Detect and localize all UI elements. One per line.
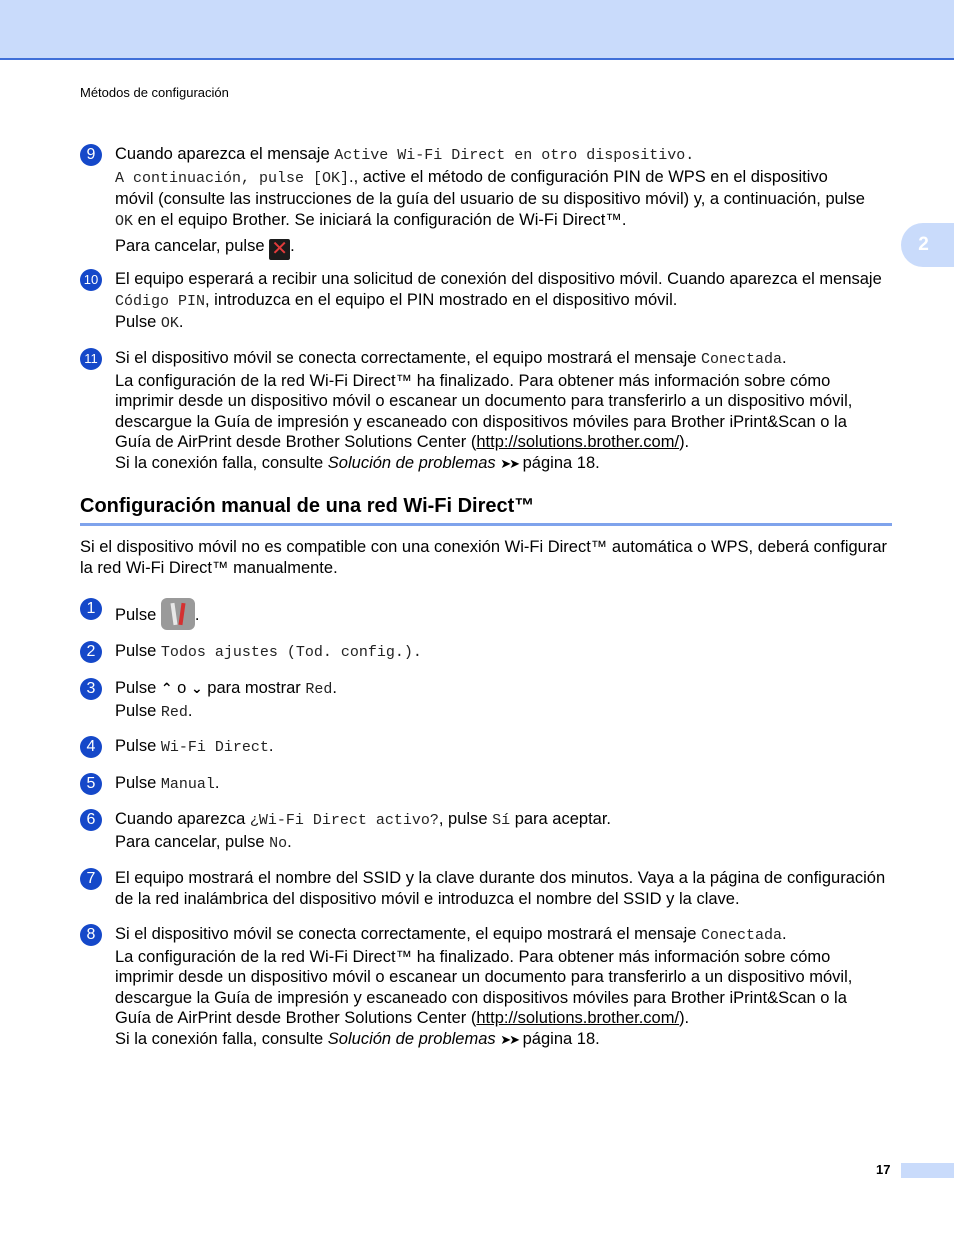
solutions-link[interactable]: http://solutions.brother.com/ (476, 1009, 680, 1027)
chevron-up-icon[interactable]: ⌃ (160, 680, 173, 696)
x-cancel-icon[interactable]: ✕ (269, 239, 290, 260)
running-header: Métodos de configuración (80, 85, 229, 100)
double-arrow-icon: ➤➤ (500, 1031, 519, 1047)
step-9: 9 Cuando aparezca el mensaje Active Wi-Fi Direct en otro dispositivo. A continuación, pulse [OK]., active el método de configuración PIN de WPS en el dispositivo móvil (consulte las instrucciones de la guía del usuario de su dispositivo móvil) y, a continuación, pulse OK en el equipo Brother. Se iniciará la configuración de Wi-Fi Direct™. Para cancelar, pulse ✕ . (80, 144, 895, 260)
step-number: 3 (80, 678, 102, 700)
step-number: 2 (80, 641, 102, 663)
step-2: 2 Pulse Todos ajustes (Tod. config.). (80, 641, 895, 664)
step-number: 8 (80, 924, 102, 946)
step-number: 10 (80, 269, 102, 291)
step-8: 8 Si el dispositivo móvil se conecta correctamente, el equipo mostrará el mensaje Conectada. La configuración de la red Wi-Fi Direct™ ha finalizado. Para obtener más información sobre cómo imprimir desde un dispositivo móvil o escanear un documento para transferirlo a un dispositivo móvil, descargue la Guía de impresión y escaneado con dispositivos móviles para Brother iPrint&Scan o la Guía de AirPrint desde Brother Solutions Center (http://solutions.brother.com/). Si la conexión falla, consulte Solución de problemas ➤➤ página 18. (80, 924, 895, 1050)
step-1: 1 Pulse . (80, 598, 895, 630)
double-arrow-icon: ➤➤ (500, 455, 519, 471)
step-6: 6 Cuando aparezca ¿Wi-Fi Direct activo?, pulse Sí para aceptar. Para cancelar, pulse No. (80, 809, 895, 854)
chevron-down-icon[interactable]: ⌄ (190, 680, 203, 696)
step-10: 10 El equipo esperará a recibir una solicitud de conexión del dispositivo móvil. Cuando aparezca el mensaje Código PIN, introduzca en el equipo el PIN mostrado en el dispositivo móvil. Pulse OK. (80, 269, 895, 335)
step-11: 11 Si el dispositivo móvil se conecta correctamente, el equipo mostrará el mensaje Conectada. La configuración de la red Wi-Fi Direct™ ha finalizado. Para obtener más información sobre cómo imprimir desde un dispositivo móvil o escanear un documento para transferirlo a un dispositivo móvil, descargue la Guía de impresión y escaneado con dispositivos móviles para Brother iPrint&Scan o la Guía de AirPrint desde Brother Solutions Center (http://solutions.brother.com/). Si la conexión falla, consulte Solución de problemas ➤➤ página 18. (80, 348, 895, 474)
step-number: 9 (80, 144, 102, 166)
page-number: 17 (876, 1162, 891, 1177)
section-heading: Configuración manual de una red Wi-Fi Direct™ (80, 495, 892, 526)
step-number: 7 (80, 868, 102, 890)
troubleshooting-ref[interactable]: Solución de problemas (327, 1029, 496, 1048)
step-number: 4 (80, 736, 102, 758)
chapter-tab: 2 (901, 223, 954, 267)
step-4: 4 Pulse Wi-Fi Direct. (80, 736, 895, 759)
step-number: 6 (80, 809, 102, 831)
step-7: 7 El equipo mostrará el nombre del SSID y la clave durante dos minutos. Vaya a la página de configuración de la red inalámbrica del dispositivo móvil e introduzca el nombre del SSID y la clave. (80, 868, 895, 909)
step-5: 5 Pulse Manual. (80, 773, 895, 796)
step-number: 5 (80, 773, 102, 795)
troubleshooting-ref[interactable]: Solución de problemas (327, 453, 496, 472)
header-bar (0, 0, 954, 60)
step-3: 3 Pulse ⌃ o ⌄ para mostrar Red. Pulse Red. (80, 678, 895, 723)
footer-bar (901, 1163, 954, 1178)
settings-tools-icon[interactable] (161, 598, 195, 630)
section-intro: Si el dispositivo móvil no es compatible con una conexión Wi-Fi Direct™ automática o WPS, deberá configurar la red Wi-Fi Direct™ manualmente. (80, 538, 888, 577)
step-number: 11 (80, 348, 102, 370)
solutions-link[interactable]: http://solutions.brother.com/ (476, 433, 680, 451)
step-number: 1 (80, 598, 102, 620)
